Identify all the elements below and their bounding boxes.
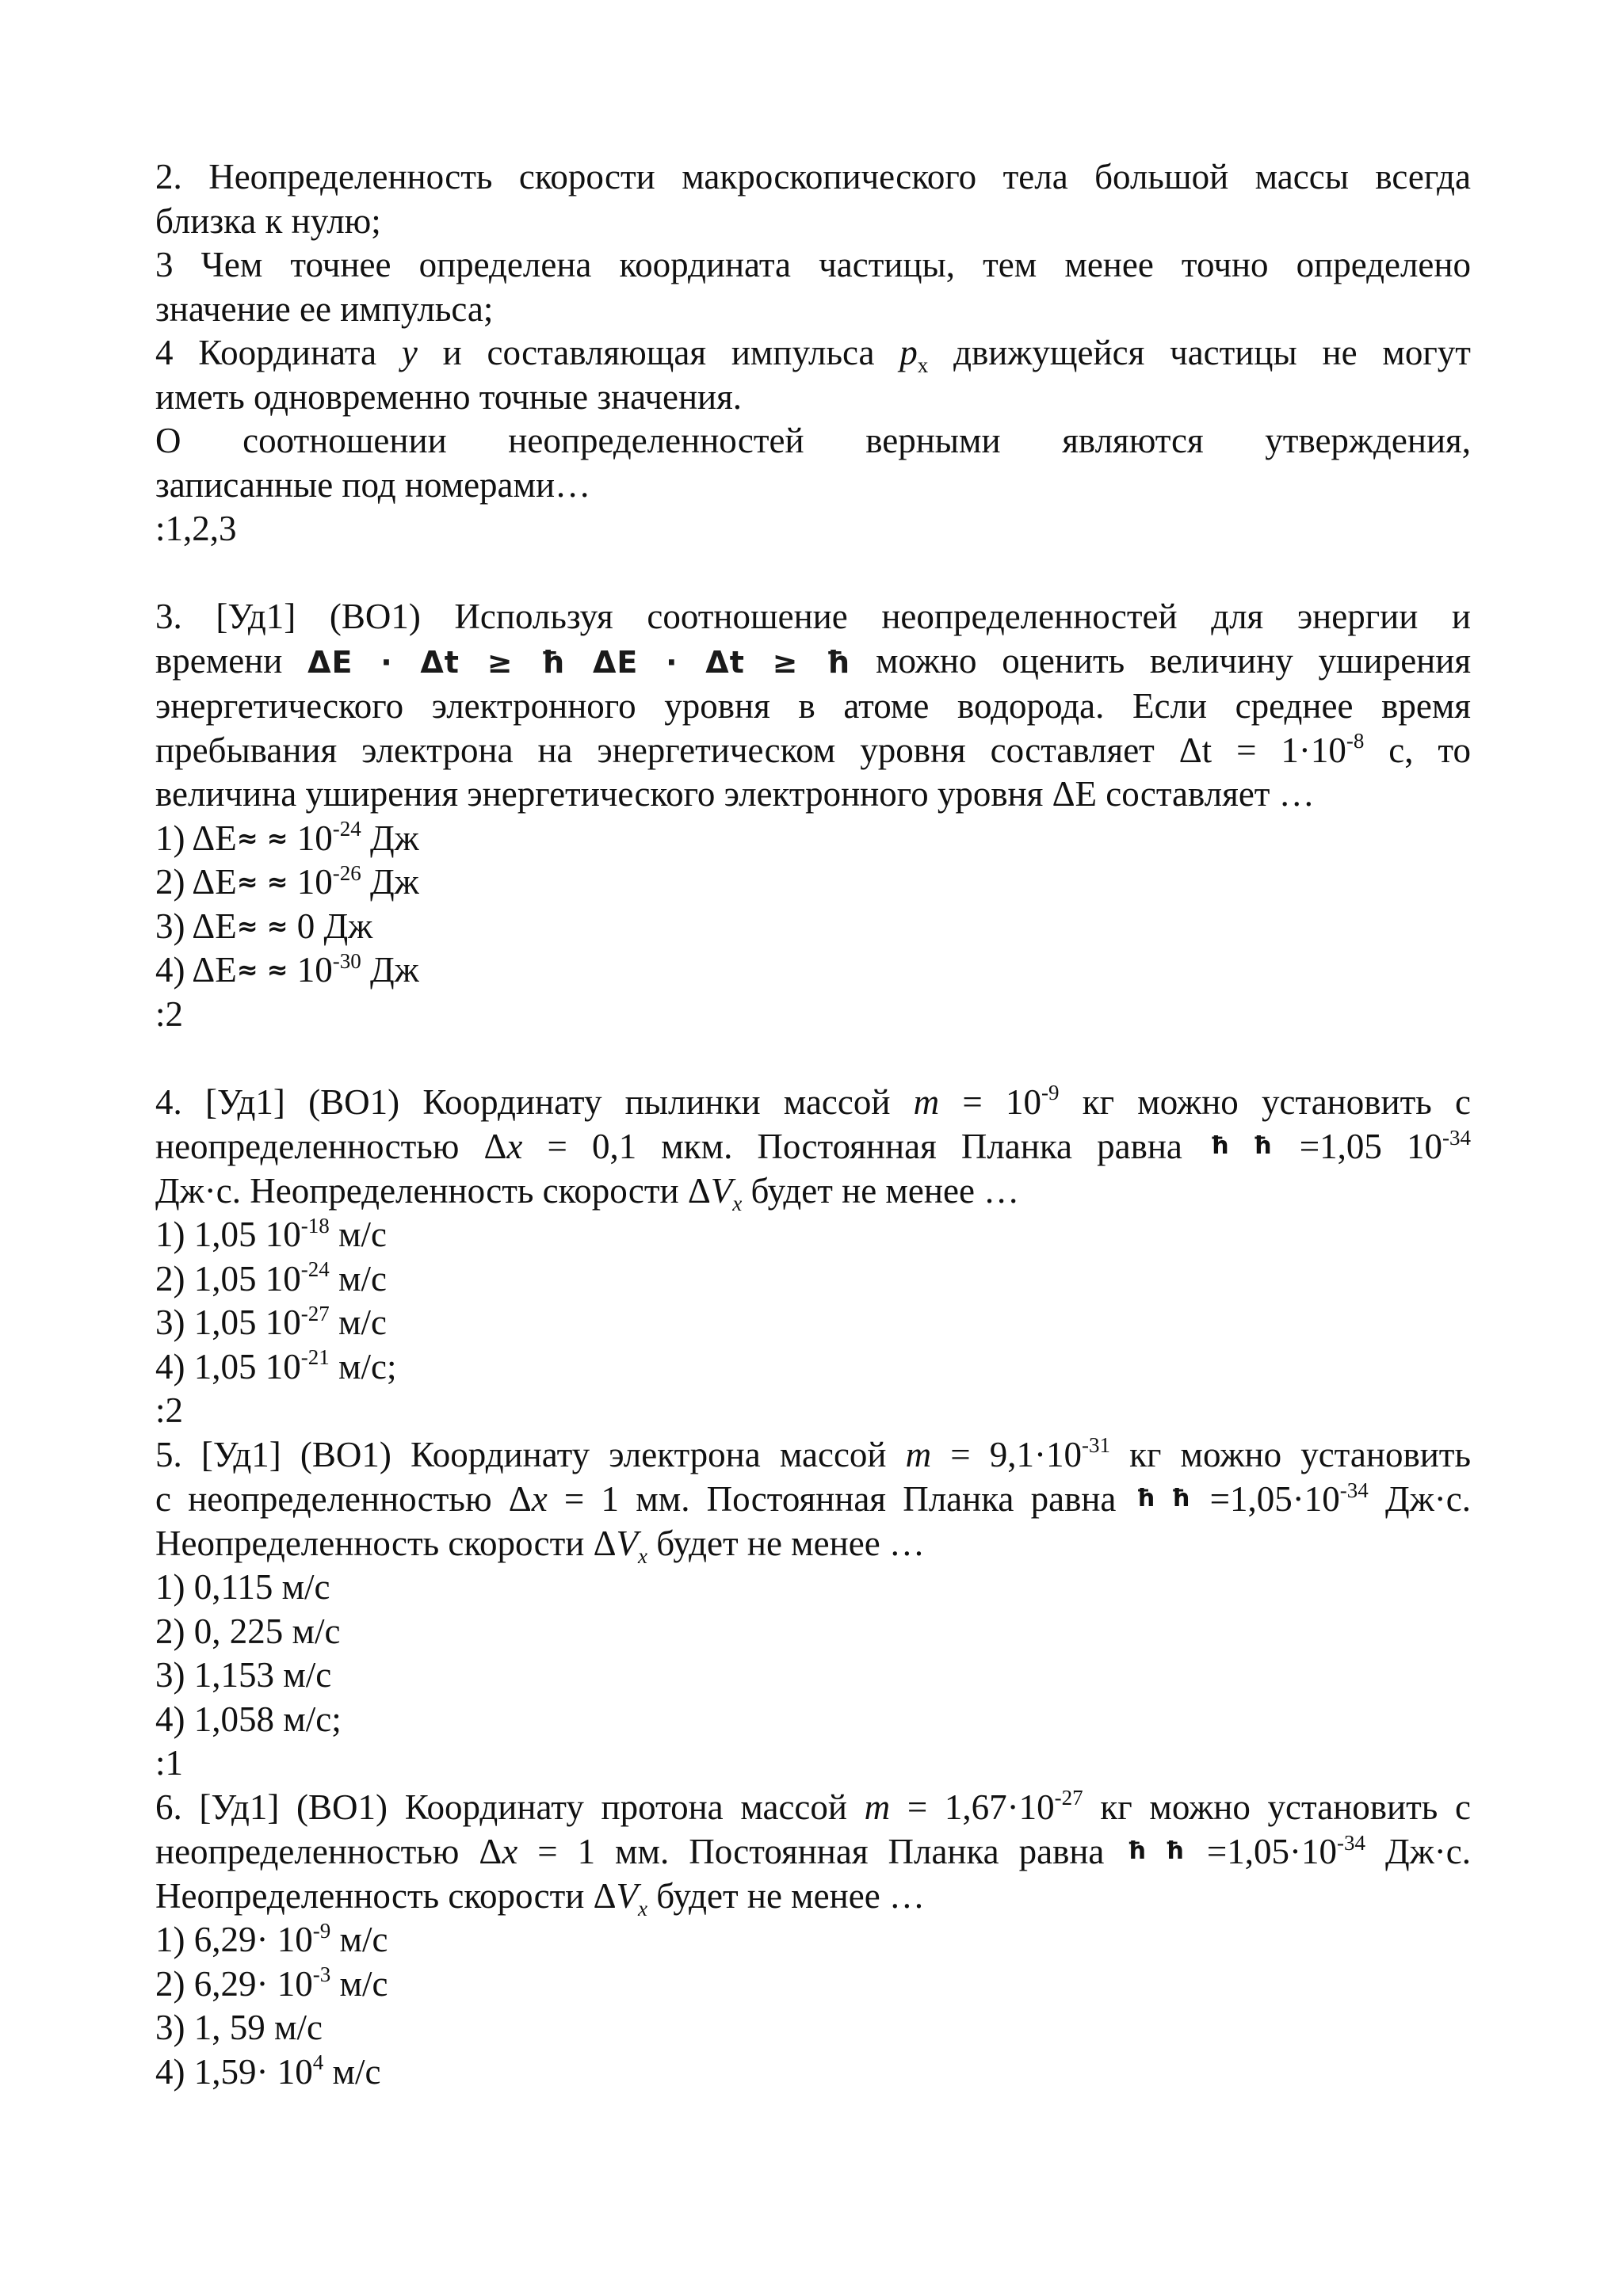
q3-line-3: энергетического электронного уровня в атоме водорода. Если среднее время: [155, 686, 1471, 726]
q6-line-2: неопределенностью Δx = 1 мм. Постоянная Планка равна ħ ħ $=1,05\cdot 10^{-34}$ Дж·с.: [155, 1830, 1471, 1871]
q4-line-2: неопределенностью Δx = 0,1 мкм. Постоянная Планка равна ħ ħ =1,05 $10^{-34}$: [155, 1125, 1471, 1166]
q4-option: 1) 1,05 $10^{-18}$ м/с: [155, 1213, 387, 1254]
statement-2-line-2: близка к нулю;: [155, 200, 381, 241]
statement-3-line-2: значение ее импульса;: [155, 288, 494, 329]
q6-option: 1) $6,29\cdot 10^{-9}$ м/с: [155, 1918, 388, 1959]
statement-4-line-1: 4 Координата y и составляющая импульса $p_x$ движущейся частицы не могут: [155, 333, 1471, 377]
statement-2-line-1: 2. Неопределенность скорости макроскопического тела большой массы всегда: [155, 157, 1471, 196]
statement-3-line-1: 3 Чем точнее определена координата частицы, тем менее точно определено: [155, 245, 1471, 284]
q3-option: 2) $\Delta E\approx \approx 10^{-26}$ Дж: [155, 860, 419, 902]
conclusion-line-2: записанные под номерами…: [155, 464, 591, 505]
q6-option: 2) $6,29\cdot 10^{-3}$ м/с: [155, 1962, 388, 2004]
q4-option: 3) 1,05 $10^{-27}$ м/с: [155, 1301, 387, 1342]
q5-option: 4) 1,058 м/с;: [155, 1699, 342, 1739]
answer-prev: :1,2,3: [155, 509, 237, 548]
q5-option: 2) 0, 225 м/с: [155, 1611, 341, 1651]
planck-hbar-icon: ħ ħ: [1127, 1837, 1184, 1865]
q6-line-3: Неопределенность скорости $\Delta V_x$ будет не менее …: [155, 1875, 925, 1920]
q4-line-1: 4. [Уд1] (ВО1) Координату пылинки массой $m = 10^{-9}$ кг можно установить с: [155, 1081, 1471, 1122]
q3-option: 3) ΔE≈ ≈ 0 Дж: [155, 906, 373, 946]
q3-line-1: 3. [Уд1] (ВО1) Используя соотношение неопределенностей для энергии и: [155, 597, 1471, 636]
q6-option: 4) $1,59\cdot 10^4$ м/с: [155, 2050, 381, 2092]
spacer: [155, 551, 1471, 596]
statement-4-line-2: иметь одновременно точные значения.: [155, 376, 743, 417]
approx-icon: ≈ ≈: [236, 955, 288, 985]
document-text: [155, 155, 1471, 2094]
q6-line-1: 6. [Уд1] (ВО1) Координату протона массой $m = 1,67\cdot 10^{-27}$ кг можно установить с: [155, 1786, 1471, 1827]
q5-line-3: Неопределенность скорости $\Delta V_x$ будет не менее …: [155, 1523, 925, 1568]
planck-hbar-icon: ħ ħ: [1209, 1132, 1272, 1160]
spacer: [155, 1036, 1471, 1081]
q3-line-2: времени ΔE · Δt ≥ ħ ΔE · Δt ≥ ħ можно оценить величину уширения: [155, 640, 1472, 681]
q4-answer: :2: [155, 1390, 184, 1430]
q3-line-4: пребывания электрона на энергетическом уровня составляет $\Delta t = 1\cdot 10^{-8}$ с, то: [155, 729, 1471, 770]
approx-icon: ≈ ≈: [236, 867, 288, 897]
q4-option: 4) 1,05 $10^{-21}$ м/с;: [155, 1345, 397, 1386]
q3-option: 4) $\Delta E\approx \approx 10^{-30}$ Дж: [155, 948, 419, 990]
uncertainty-formula-image: ΔE · Δt ≥ ħ ΔE · Δt ≥ ħ: [307, 644, 851, 680]
q3-answer: :2: [155, 994, 184, 1034]
q5-answer: :1: [155, 1743, 184, 1783]
approx-icon: ≈ ≈: [236, 910, 288, 941]
conclusion-line-1: О соотношении неопределенностей верными являются утверждения,: [155, 421, 1471, 460]
q6-option: 3) 1, 59 м/с: [155, 2008, 323, 2047]
q5-line-1: 5. [Уд1] (ВО1) Координату электрона массой $m = 9,1\cdot 10^{-31}$ кг можно установить: [155, 1433, 1471, 1474]
q3-option: 1) $\Delta E\approx \approx 10^{-24}$ Дж: [155, 817, 419, 858]
q5-option: 1) 0,115 м/с: [155, 1567, 330, 1607]
planck-hbar-icon: ħ ħ: [1136, 1485, 1190, 1512]
approx-icon: ≈ ≈: [236, 822, 288, 853]
q5-option: 3) 1,153 м/с: [155, 1655, 332, 1695]
q5-line-2: с неопределенностью Δx = 1 мм. Постоянная Планка равна ħ ħ $=1,05\cdot 10^{-34}$ Дж·с.: [155, 1478, 1471, 1519]
q3-line-5: величина уширения энергетического электронного уровня ΔE составляет …: [155, 774, 1315, 814]
q4-line-3: Дж·с. Неопределенность скорости $\Delta V_x$ будет не менее …: [155, 1170, 1020, 1215]
q4-option: 2) 1,05 $10^{-24}$ м/с: [155, 1257, 387, 1299]
